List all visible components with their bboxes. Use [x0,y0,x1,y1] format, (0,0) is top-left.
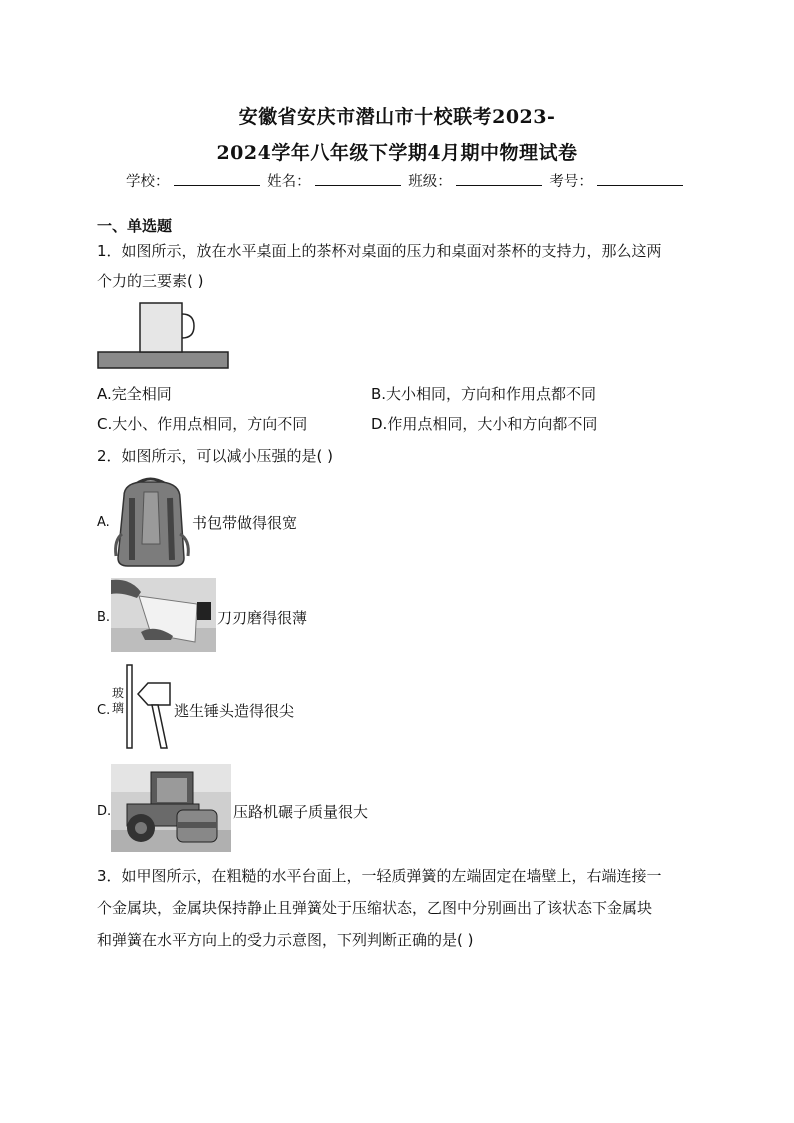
q2-option-d[interactable] [97,801,111,819]
number-label: 考号： [549,174,593,190]
name-blank[interactable] [315,171,401,186]
q2-stem: 2．如图所示，可以减小压强的是( ) [97,447,334,465]
q2-option-b-text: 刀刃磨得很薄 [217,609,308,627]
teacup-on-table-figure [96,300,230,372]
class-blank[interactable] [456,171,542,186]
q2-option-b-letter: B. [97,610,111,625]
q2-option-c-letter: C. [97,703,111,718]
q2-option-d-letter: D. [97,804,112,819]
road-roller-image [111,764,231,852]
glass-label-char-1: 玻 [112,686,125,700]
q2-option-c-text: 逃生锤头造得很尖 [174,702,295,720]
name-label: 姓名： [267,174,311,190]
class-label: 班级： [408,174,452,190]
q2-option-b[interactable] [97,607,110,625]
teacup-body [140,303,182,352]
knife-cutting-image [111,578,216,652]
q3-stem-line-2: 个金属块，金属块保持静止且弹簧处于压缩状态，乙图中分别画出了该状态下金属块 [97,899,653,917]
q2-option-c[interactable] [97,700,110,718]
school-blank[interactable] [174,171,260,186]
glass-label [112,686,124,716]
student-info-row [126,170,686,191]
q2-option-d-text: 压路机碾子质量很大 [233,803,369,821]
hammer-head [138,683,170,705]
table-top [98,352,228,368]
glass-pane [127,665,132,748]
q1-option-d[interactable]: D.作用点相同，大小和方向都不同 [371,415,598,433]
backpack-image [110,474,192,570]
q1-option-b[interactable]: B.大小相同，方向和作用点都不同 [371,385,597,403]
glass-label-char-2: 璃 [112,701,125,715]
hammer-handle [152,705,167,748]
school-label: 学校： [126,174,170,190]
q2-option-a-text: 书包带做得很宽 [192,514,298,532]
q1-option-a[interactable]: A.完全相同 [97,385,172,403]
q3-stem-line-1: 3．如甲图所示，在粗糙的水平台面上，一轻质弹簧的左端固定在墙壁上，右端连接一 [97,867,662,885]
number-blank[interactable] [597,171,683,186]
q2-option-a-letter: A. [97,515,110,530]
escape-hammer-figure [126,664,172,750]
teacup-handle [182,314,194,338]
q2-option-a[interactable] [97,512,110,530]
exam-title-line-2: 2024学年八年级下学期4月期中物理试卷 [216,142,578,164]
q1-stem-line-1: 1．如图所示，放在水平桌面上的茶杯对桌面的压力和桌面对茶杯的支持力，那么这两 [97,242,662,260]
q1-option-c[interactable]: C.大小、作用点相同，方向不同 [97,415,308,433]
section-heading: 一、单选题 [97,217,173,235]
q3-stem-line-3: 和弹簧在水平方向上的受力示意图，下列判断正确的是( ) [97,931,474,949]
q1-stem-line-2: 个力的三要素( ) [97,272,204,290]
exam-title-line-1: 安徽省安庆市潜山市十校联考2023- [238,106,556,128]
